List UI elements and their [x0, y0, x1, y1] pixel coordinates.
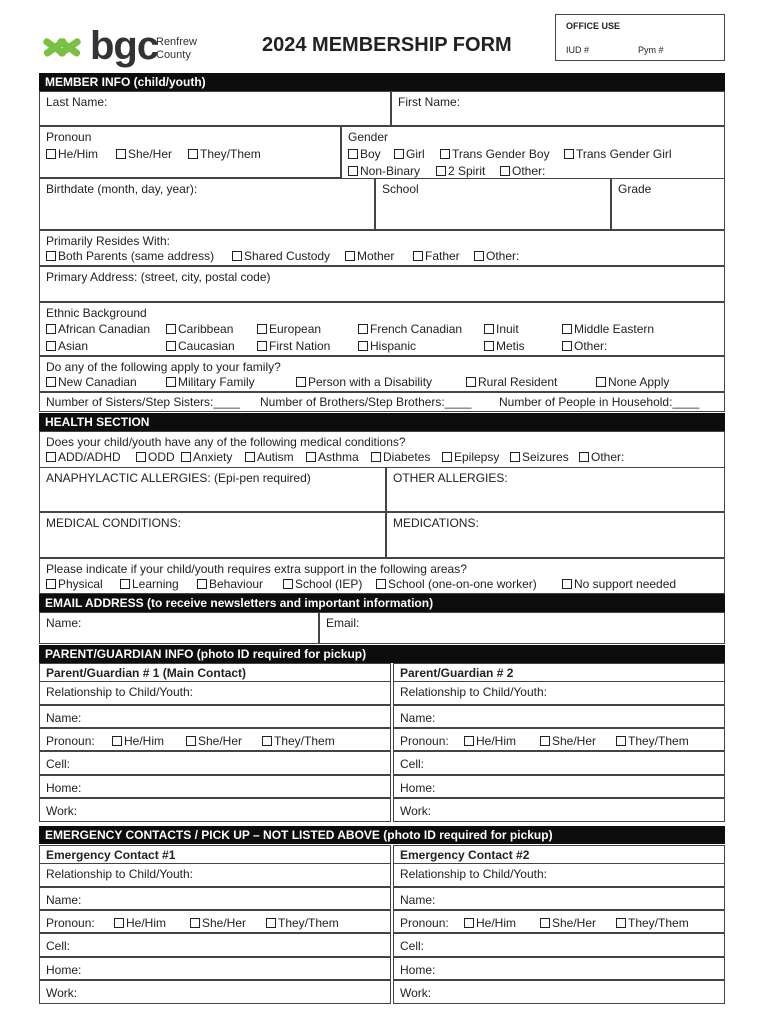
option-label: Behaviour	[209, 577, 264, 591]
emergency-1-pronoun-field	[39, 910, 391, 933]
option-label: ADD/ADHD	[58, 450, 121, 464]
ethnic-caucasian-option[interactable]	[166, 338, 235, 355]
birthdate-label: Birthdate (month, day, year):	[46, 182, 198, 196]
support-worker-option[interactable]	[376, 576, 537, 593]
family-section	[39, 356, 725, 392]
option-label: Rural Resident	[478, 375, 558, 389]
emergency-1-home-field[interactable]	[39, 957, 391, 980]
option-label: Father	[425, 249, 460, 263]
gender-trans-boy-option[interactable]	[440, 146, 550, 163]
condition-adhd-option[interactable]	[46, 449, 121, 466]
option-label: None Apply	[608, 375, 670, 389]
option-label: Trans Gender Boy	[452, 147, 550, 161]
home-label: Home:	[46, 781, 82, 795]
option-label: Non-Binary	[360, 164, 421, 178]
name-label: Name:	[400, 893, 436, 907]
option-label: She/Her	[202, 916, 247, 930]
support-section	[39, 558, 725, 594]
guardian-1-cell-field[interactable]	[39, 751, 391, 775]
checkbox-icon[interactable]	[500, 166, 510, 176]
checkbox-icon[interactable]	[46, 251, 56, 261]
pronoun-she-option[interactable]	[186, 733, 242, 750]
ethnic-asian-option[interactable]	[46, 338, 88, 355]
ethnic-middle-eastern-option[interactable]	[562, 321, 654, 338]
support-behaviour-option[interactable]	[197, 576, 263, 593]
guardian-1-pronoun-field	[39, 728, 391, 751]
checkbox-icon[interactable]	[166, 341, 176, 351]
resides-section	[39, 230, 725, 266]
family-none-option[interactable]	[596, 374, 669, 391]
emergency-1-name-field[interactable]	[39, 887, 391, 910]
support-none-option[interactable]	[562, 576, 676, 593]
option-label: Epilepsy	[454, 450, 500, 464]
pronoun-he-option[interactable]	[464, 733, 516, 750]
ethnic-label: Ethnic Background	[46, 306, 147, 320]
option-label: Other:	[591, 450, 625, 464]
checkbox-icon[interactable]	[348, 166, 358, 176]
checkbox-icon[interactable]	[540, 736, 550, 746]
home-label: Home:	[400, 781, 436, 795]
cell-label: Cell:	[46, 939, 71, 953]
checkbox-icon[interactable]	[466, 377, 476, 387]
work-label: Work:	[400, 986, 432, 1000]
option-label: First Nation	[269, 339, 331, 353]
pronoun-they-option[interactable]	[266, 915, 339, 932]
emergency-1-relationship-field[interactable]	[39, 863, 391, 887]
option-label: Asian	[58, 339, 89, 353]
other-allergies-label: OTHER ALLERGIES:	[393, 471, 508, 485]
option-label: Other:	[486, 249, 520, 263]
pronoun-he-option[interactable]	[46, 146, 98, 163]
ethnic-hispanic-option[interactable]	[358, 338, 416, 355]
school-label: School	[382, 182, 419, 196]
gender-boy-option[interactable]	[348, 146, 381, 163]
pronoun-he-option[interactable]	[114, 915, 166, 932]
cell-label: Cell:	[400, 939, 425, 953]
checkbox-icon[interactable]	[166, 377, 176, 387]
emergency-2-title: Emergency Contact #2	[393, 845, 725, 863]
email-name-field[interactable]	[39, 612, 319, 644]
option-label: Caucasian	[178, 339, 235, 353]
emergency-2-relationship-field[interactable]	[393, 863, 725, 887]
option-label: They/Them	[200, 147, 261, 161]
checkbox-icon[interactable]	[348, 149, 358, 159]
condition-autism-option[interactable]	[245, 449, 294, 466]
family-disability-option[interactable]	[296, 374, 432, 391]
checkbox-icon[interactable]	[371, 452, 381, 462]
address-field[interactable]	[39, 266, 725, 302]
option-label: 2 Spirit	[448, 164, 486, 178]
pronoun-she-option[interactable]	[190, 915, 246, 932]
option-label: Diabetes	[383, 450, 431, 464]
support-question: Please indicate if your child/youth requires extra support in the following areas?	[46, 562, 467, 576]
guardian-2-home-field[interactable]	[393, 775, 725, 798]
checkbox-icon[interactable]	[116, 149, 126, 159]
emergency-2-pronoun-field	[393, 910, 725, 933]
checkbox-icon[interactable]	[562, 324, 572, 334]
guardian-2-relationship-field[interactable]	[393, 681, 725, 705]
option-label: Both Parents (same address)	[58, 249, 215, 263]
guardian-2-cell-field[interactable]	[393, 751, 725, 775]
emergency-2-home-field[interactable]	[393, 957, 725, 980]
condition-odd-option[interactable]	[136, 449, 175, 466]
checkbox-icon[interactable]	[436, 166, 446, 176]
checkbox-icon[interactable]	[596, 377, 606, 387]
ethnic-first-nation-option[interactable]	[257, 338, 330, 355]
anaphylactic-label: ANAPHYLACTIC ALLERGIES: (Epi-pen required)	[46, 471, 311, 485]
checkbox-icon[interactable]	[413, 251, 423, 261]
health-section-header: HEALTH SECTION	[39, 413, 725, 431]
option-label: Seizures	[522, 450, 569, 464]
checkbox-icon[interactable]	[464, 736, 474, 746]
condition-diabetes-option[interactable]	[371, 449, 430, 466]
ethnic-african-option[interactable]	[46, 321, 150, 338]
last-name-label: Last Name:	[46, 95, 108, 109]
pronoun-she-option[interactable]	[116, 146, 172, 163]
checkbox-icon[interactable]	[232, 251, 242, 261]
checkbox-icon[interactable]	[562, 579, 572, 589]
checkbox-icon[interactable]	[46, 452, 56, 462]
option-label: He/Him	[126, 916, 167, 930]
emergency-1-cell-field[interactable]	[39, 933, 391, 957]
checkbox-icon[interactable]	[120, 579, 130, 589]
pronoun-label: Pronoun:	[46, 734, 95, 748]
family-new-canadian-option[interactable]	[46, 374, 137, 391]
logo-sub-renfrew: Renfrew	[156, 36, 197, 48]
checkbox-icon[interactable]	[190, 918, 200, 928]
option-label: She/Her	[552, 916, 597, 930]
email-name-label: Name:	[46, 616, 82, 630]
bgc-logo	[40, 26, 210, 72]
option-label: They/Them	[274, 734, 335, 748]
email-section-header: EMAIL ADDRESS (to receive newsletters and important information)	[39, 594, 725, 612]
support-learning-option[interactable]	[120, 576, 179, 593]
address-label: Primary Address: (street, city, postal code)	[46, 270, 271, 284]
first-name-label: First Name:	[398, 95, 461, 109]
checkbox-icon[interactable]	[484, 324, 494, 334]
resides-father-option[interactable]	[413, 248, 460, 265]
checkbox-icon[interactable]	[245, 452, 255, 462]
option-label: School (one-on-one worker)	[388, 577, 537, 591]
option-label: Mother	[357, 249, 395, 263]
condition-seizures-option[interactable]	[510, 449, 569, 466]
email-address-label: Email:	[326, 616, 360, 630]
checkbox-icon[interactable]	[197, 579, 207, 589]
ethnic-french-option[interactable]	[358, 321, 462, 338]
option-label: Trans Gender Girl	[576, 147, 672, 161]
checkbox-icon[interactable]	[616, 918, 626, 928]
option-label: She/Her	[552, 734, 597, 748]
gender-trans-girl-option[interactable]	[564, 146, 672, 163]
emergency-2-work-field[interactable]	[393, 980, 725, 1004]
option-label: They/Them	[628, 916, 689, 930]
option-label: She/Her	[128, 147, 173, 161]
option-label: No support needed	[574, 577, 677, 591]
name-label: Name:	[400, 711, 436, 725]
medications-field[interactable]	[386, 512, 725, 558]
pym-label: Pym #	[638, 45, 664, 55]
member-info-header: MEMBER INFO (child/youth)	[39, 73, 725, 91]
name-label: Name:	[46, 711, 82, 725]
medical-question: Does your child/youth have any of the following medical conditions?	[46, 435, 406, 449]
option-label: Metis	[496, 339, 525, 353]
checkbox-icon[interactable]	[564, 149, 574, 159]
pronoun-he-option[interactable]	[112, 733, 164, 750]
guardian-1-name-field[interactable]	[39, 705, 391, 728]
resides-shared-option[interactable]	[232, 248, 330, 265]
pronoun-he-option[interactable]	[464, 915, 516, 932]
option-label: They/Them	[278, 916, 339, 930]
guardian-2-pronoun-field	[393, 728, 725, 751]
checkbox-icon[interactable]	[46, 579, 56, 589]
cell-label: Cell:	[400, 757, 425, 771]
grade-field[interactable]	[611, 178, 725, 230]
guardian-section-header: PARENT/GUARDIAN INFO (photo ID required for pickup)	[39, 645, 725, 663]
family-military-option[interactable]	[166, 374, 255, 391]
resides-other-option[interactable]	[474, 248, 519, 265]
option-label: He/Him	[58, 147, 99, 161]
medications-label: MEDICATIONS:	[393, 516, 479, 530]
pronoun-she-option[interactable]	[540, 915, 596, 932]
option-label: ODD	[148, 450, 175, 464]
pronoun-label: Pronoun:	[46, 916, 95, 930]
checkbox-icon[interactable]	[474, 251, 484, 261]
checkbox-icon[interactable]	[296, 377, 306, 387]
checkbox-icon[interactable]	[464, 918, 474, 928]
pronoun-section	[39, 126, 341, 178]
checkbox-icon[interactable]	[166, 324, 176, 334]
relationship-label: Relationship to Child/Youth:	[46, 867, 193, 881]
household-counts-row	[39, 392, 725, 412]
home-label: Home:	[46, 963, 82, 977]
cell-label: Cell:	[46, 757, 71, 771]
checkbox-icon[interactable]	[579, 452, 589, 462]
work-label: Work:	[46, 986, 78, 1000]
family-question: Do any of the following apply to your family?	[46, 360, 281, 374]
office-use-box	[555, 14, 725, 61]
checkbox-icon[interactable]	[442, 452, 452, 462]
grade-label: Grade	[618, 182, 652, 196]
checkbox-icon[interactable]	[46, 341, 56, 351]
option-label: He/Him	[476, 916, 517, 930]
work-label: Work:	[46, 804, 78, 818]
ethnic-caribbean-option[interactable]	[166, 321, 233, 338]
option-label: Anxiety	[193, 450, 233, 464]
first-name-field[interactable]	[391, 91, 725, 126]
checkbox-icon[interactable]	[114, 918, 124, 928]
ethnic-other-option[interactable]	[562, 338, 607, 355]
checkbox-icon[interactable]	[257, 341, 267, 351]
checkbox-icon[interactable]	[257, 324, 267, 334]
guardian-2-name-field[interactable]	[393, 705, 725, 728]
option-label: Autism	[257, 450, 294, 464]
checkbox-icon[interactable]	[46, 149, 56, 159]
guardian-2-title: Parent/Guardian # 2	[393, 663, 725, 681]
pronoun-they-option[interactable]	[616, 733, 689, 750]
pronoun-she-option[interactable]	[540, 733, 596, 750]
brothers-count[interactable]: Number of Brothers/Step Brothers:____	[260, 395, 472, 409]
option-label: Learning	[132, 577, 179, 591]
gender-girl-option[interactable]	[394, 146, 425, 163]
option-label: Shared Custody	[244, 249, 331, 263]
ethnic-metis-option[interactable]	[484, 338, 525, 355]
checkbox-icon[interactable]	[262, 736, 272, 746]
option-label: African Canadian	[58, 322, 151, 336]
option-label: Other:	[574, 339, 608, 353]
option-label: Inuit	[496, 322, 519, 336]
logo-sub-county: County	[156, 49, 191, 61]
checkbox-icon[interactable]	[345, 251, 355, 261]
option-label: Person with a Disability	[308, 375, 433, 389]
checkbox-icon[interactable]	[358, 341, 368, 351]
pronoun-they-option[interactable]	[262, 733, 335, 750]
relationship-label: Relationship to Child/Youth:	[400, 867, 547, 881]
checkbox-icon[interactable]	[376, 579, 386, 589]
option-label: New Canadian	[58, 375, 137, 389]
ethnic-inuit-option[interactable]	[484, 321, 519, 338]
option-label: They/Them	[628, 734, 689, 748]
home-label: Home:	[400, 963, 436, 977]
support-iep-option[interactable]	[283, 576, 362, 593]
medical-conditions-field[interactable]	[39, 512, 386, 558]
pronoun-they-option[interactable]	[188, 146, 261, 163]
checkbox-icon[interactable]	[136, 452, 146, 462]
ethnic-european-option[interactable]	[257, 321, 321, 338]
family-rural-option[interactable]	[466, 374, 557, 391]
resides-mother-option[interactable]	[345, 248, 394, 265]
support-physical-option[interactable]	[46, 576, 103, 593]
option-label: Caribbean	[178, 322, 234, 336]
checkbox-icon[interactable]	[616, 736, 626, 746]
work-label: Work:	[400, 804, 432, 818]
option-label: Asthma	[318, 450, 359, 464]
option-label: Military Family	[178, 375, 255, 389]
option-label: European	[269, 322, 322, 336]
guardian-1-title: Parent/Guardian # 1 (Main Contact)	[39, 663, 391, 681]
option-label: School (IEP)	[295, 577, 363, 591]
pronoun-label: Pronoun:	[400, 734, 449, 748]
checkbox-icon[interactable]	[181, 452, 191, 462]
name-label: Name:	[46, 893, 82, 907]
school-field[interactable]	[375, 178, 611, 230]
checkbox-icon[interactable]	[562, 341, 572, 351]
checkbox-icon[interactable]	[186, 736, 196, 746]
iud-label: IUD #	[566, 45, 590, 55]
guardian-2-work-field[interactable]	[393, 798, 725, 822]
relationship-label: Relationship to Child/Youth:	[46, 685, 193, 699]
condition-anxiety-option[interactable]	[181, 449, 232, 466]
option-label: He/Him	[124, 734, 165, 748]
option-label: Other:	[512, 164, 546, 178]
checkbox-icon[interactable]	[266, 918, 276, 928]
logo-text: bgc	[90, 24, 159, 68]
resides-both-option[interactable]	[46, 248, 214, 265]
emergency-1-title: Emergency Contact #1	[39, 845, 391, 863]
gender-label: Gender	[348, 130, 389, 144]
emergency-section-header: EMERGENCY CONTACTS / PICK UP – NOT LISTED ABOVE (photo ID required for pickup)	[39, 826, 725, 844]
checkbox-icon[interactable]	[112, 736, 122, 746]
last-name-field[interactable]	[39, 91, 391, 126]
pronoun-label: Pronoun:	[400, 916, 449, 930]
medical-conditions-label: MEDICAL CONDITIONS:	[46, 516, 181, 530]
option-label: Girl	[406, 147, 425, 161]
logo-mark-icon	[40, 28, 86, 68]
anaphylactic-field[interactable]	[39, 467, 386, 512]
gender-section	[341, 126, 725, 178]
birthdate-field[interactable]	[39, 178, 375, 230]
option-label: Hispanic	[370, 339, 417, 353]
household-count[interactable]: Number of People in Household:____	[499, 395, 700, 409]
emergency-1-work-field[interactable]	[39, 980, 391, 1004]
page-title: 2024 MEMBERSHIP FORM	[262, 34, 512, 56]
guardian-1-relationship-field[interactable]	[39, 681, 391, 705]
checkbox-icon[interactable]	[394, 149, 404, 159]
option-label: He/Him	[476, 734, 517, 748]
checkbox-icon[interactable]	[484, 341, 494, 351]
pronoun-label: Pronoun	[46, 130, 92, 144]
checkbox-icon[interactable]	[440, 149, 450, 159]
condition-asthma-option[interactable]	[306, 449, 359, 466]
sisters-count[interactable]: Number of Sisters/Step Sisters:____	[46, 395, 241, 409]
pronoun-they-option[interactable]	[616, 915, 689, 932]
condition-other-option[interactable]	[579, 449, 624, 466]
option-label: Middle Eastern	[574, 322, 655, 336]
email-address-field[interactable]	[319, 612, 725, 644]
checkbox-icon[interactable]	[306, 452, 316, 462]
condition-epilepsy-option[interactable]	[442, 449, 499, 466]
checkbox-icon[interactable]	[358, 324, 368, 334]
checkbox-icon[interactable]	[510, 452, 520, 462]
checkbox-icon[interactable]	[46, 377, 56, 387]
other-allergies-field[interactable]	[386, 467, 725, 512]
emergency-2-cell-field[interactable]	[393, 933, 725, 957]
checkbox-icon[interactable]	[283, 579, 293, 589]
guardian-1-work-field[interactable]	[39, 798, 391, 822]
ethnic-section	[39, 302, 725, 356]
option-label: French Canadian	[370, 322, 463, 336]
emergency-2-name-field[interactable]	[393, 887, 725, 910]
guardian-1-home-field[interactable]	[39, 775, 391, 798]
checkbox-icon[interactable]	[540, 918, 550, 928]
relationship-label: Relationship to Child/Youth:	[400, 685, 547, 699]
medical-conditions-section	[39, 431, 725, 467]
option-label: Boy	[360, 147, 381, 161]
option-label: She/Her	[198, 734, 243, 748]
checkbox-icon[interactable]	[188, 149, 198, 159]
option-label: Physical	[58, 577, 103, 591]
resides-label: Primarily Resides With:	[46, 234, 171, 248]
office-use-heading: OFFICE USE	[566, 21, 621, 31]
checkbox-icon[interactable]	[46, 324, 56, 334]
